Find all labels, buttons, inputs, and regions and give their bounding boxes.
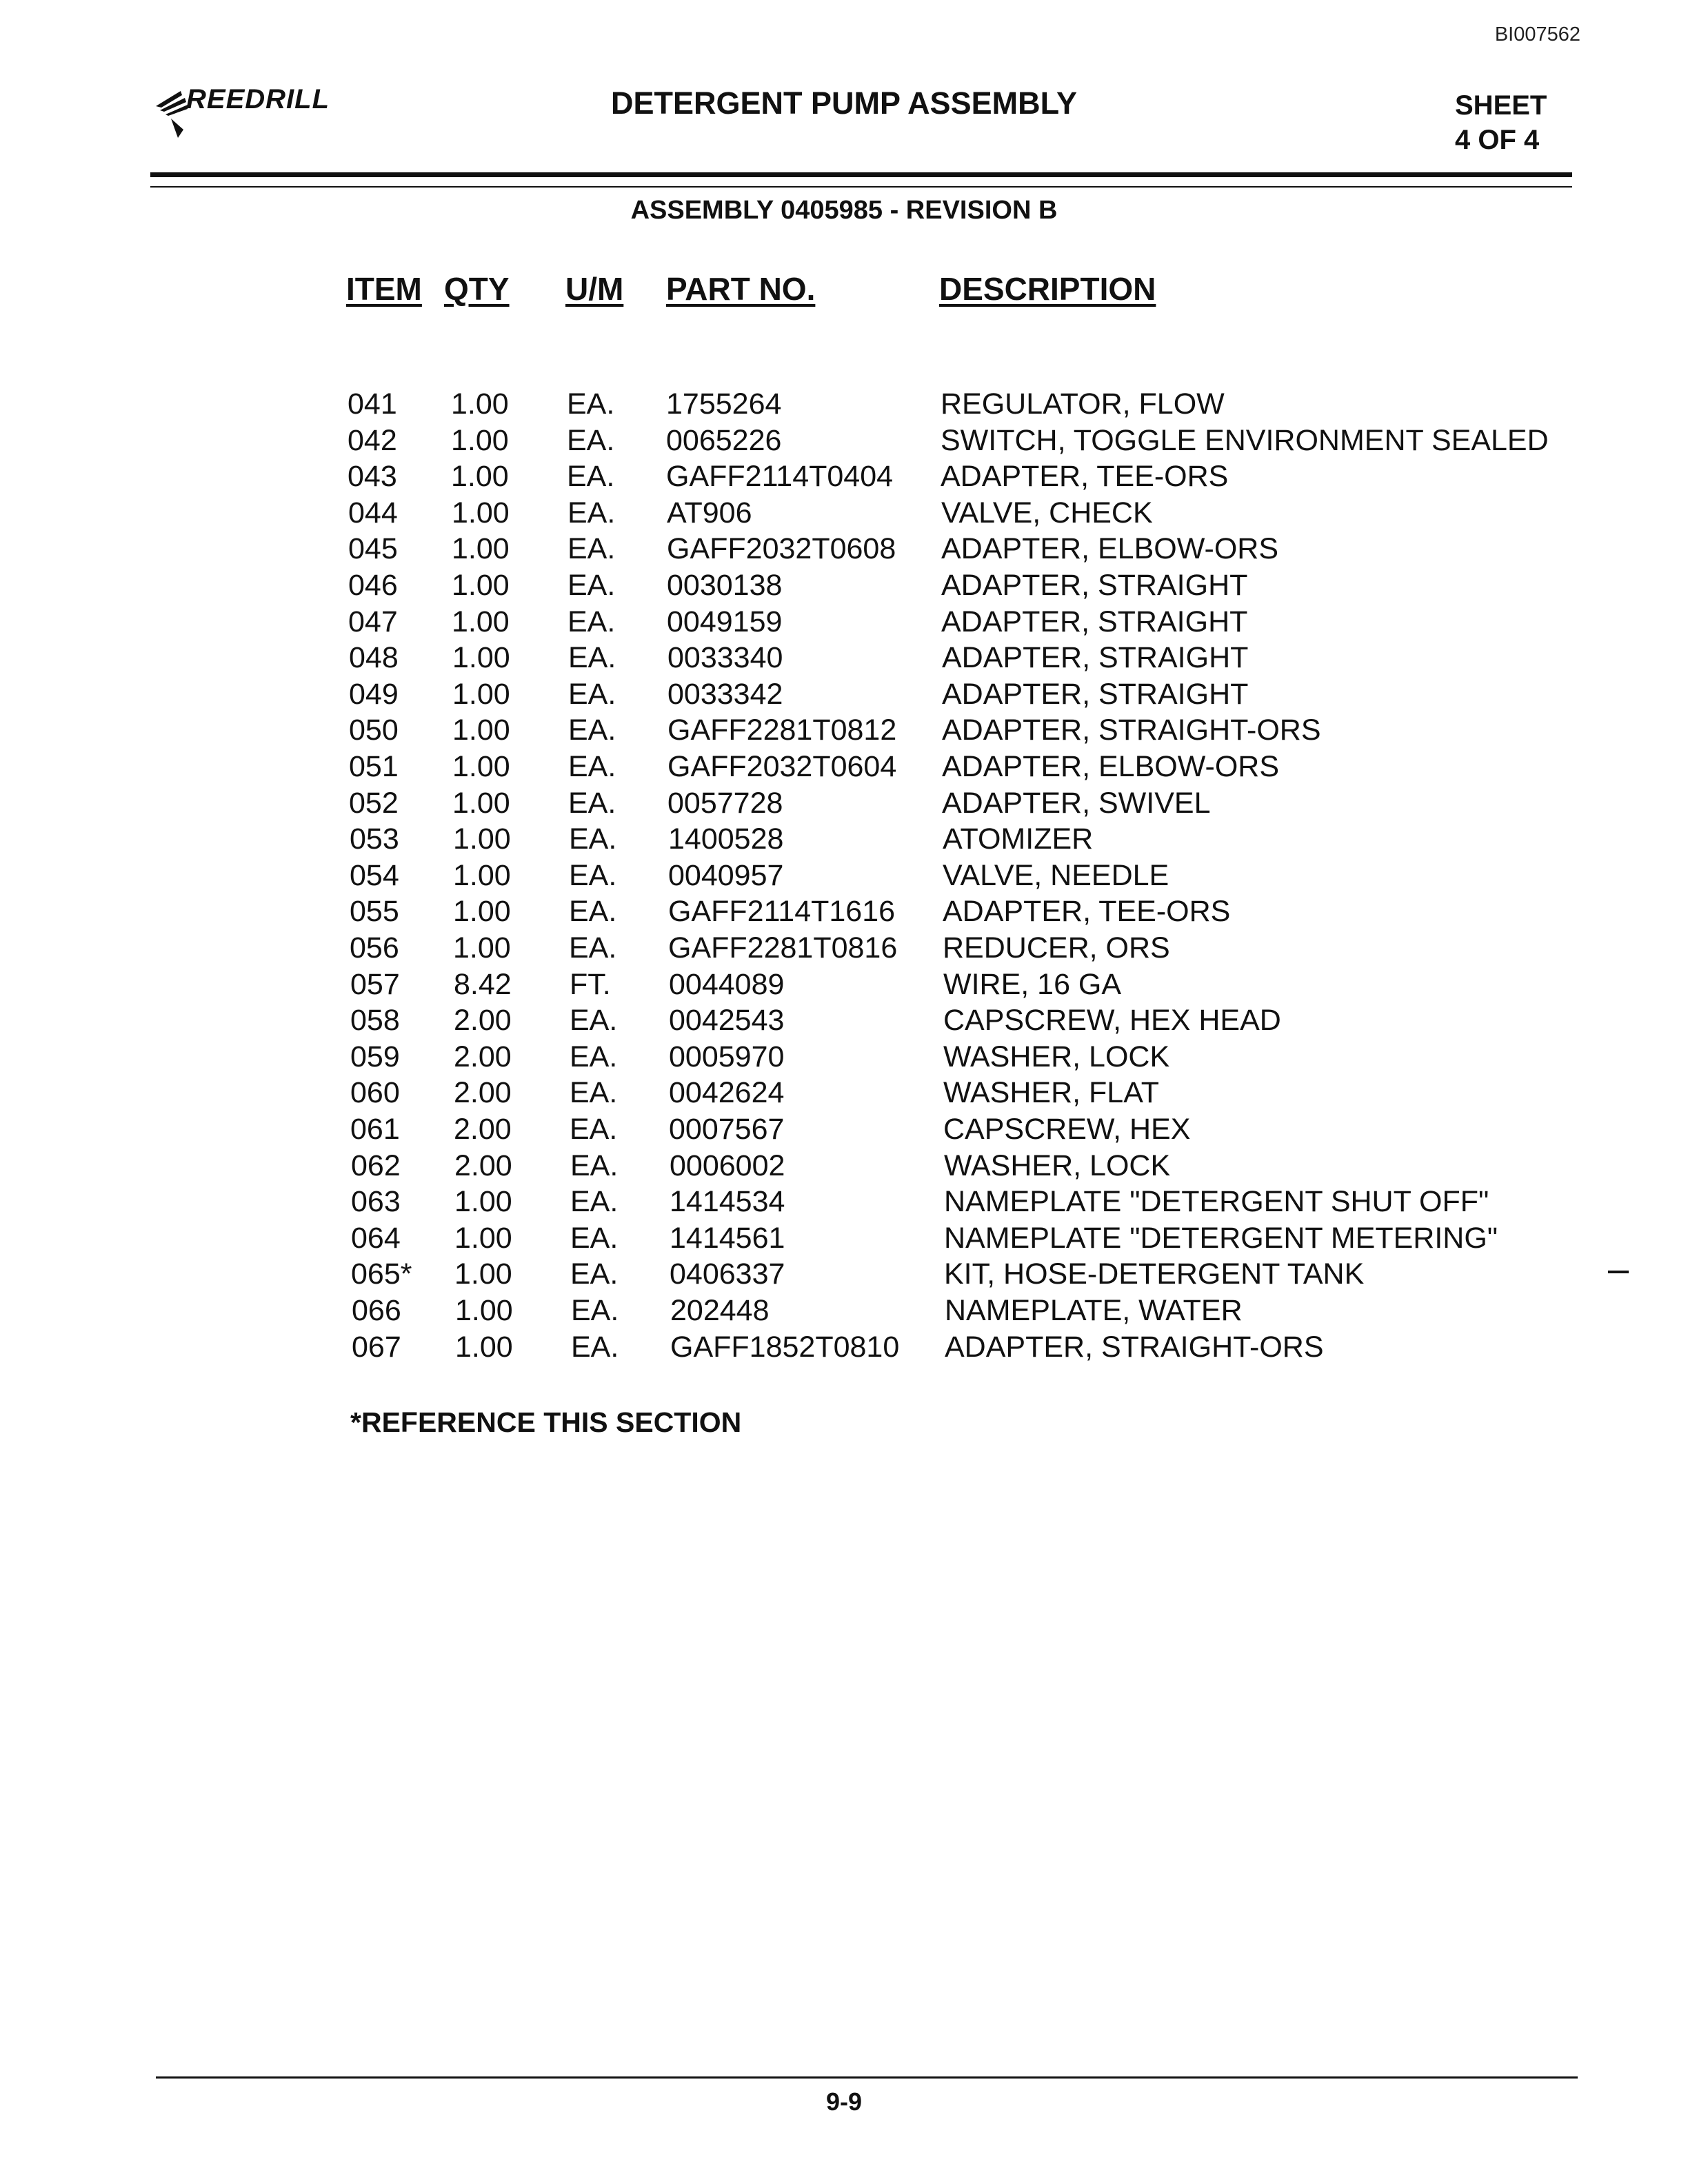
cell-part-no: GAFF2281T0812 xyxy=(667,714,897,747)
cell-qty: 1.00 xyxy=(453,895,511,928)
cell-item: 056 xyxy=(350,931,399,964)
cell-description: VALVE, CHECK xyxy=(941,496,1153,529)
cell-description: ADAPTER, STRAIGHT xyxy=(941,605,1248,638)
cell-part-no: GAFF2032T0604 xyxy=(667,750,897,783)
sheet-number: 4 OF 4 xyxy=(1455,125,1540,155)
cell-part-no: 0044089 xyxy=(669,968,785,1001)
cell-um: EA. xyxy=(568,714,616,747)
page-title: DETERGENT PUMP ASSEMBLY xyxy=(611,85,1077,121)
cell-description: ADAPTER, STRAIGHT xyxy=(942,641,1249,674)
cell-part-no: 0065226 xyxy=(666,424,782,457)
cell-um: EA. xyxy=(567,424,615,457)
cell-description: ADAPTER, STRAIGHT xyxy=(941,569,1248,602)
column-header-qty: QTY xyxy=(444,271,510,307)
cell-description: WIRE, 16 GA xyxy=(943,968,1122,1001)
cell-um: EA. xyxy=(571,1331,619,1364)
cell-item: 050 xyxy=(349,714,399,747)
cell-qty: 2.00 xyxy=(454,1040,512,1073)
header-rule-thick xyxy=(150,172,1572,177)
cell-item: 052 xyxy=(349,787,399,820)
cell-qty: 1.00 xyxy=(452,787,510,820)
cell-item: 047 xyxy=(348,605,398,638)
reference-note: *REFERENCE THIS SECTION xyxy=(350,1406,742,1438)
cell-qty: 2.00 xyxy=(454,1113,512,1146)
column-header-item: ITEM xyxy=(346,271,422,307)
cell-description: WASHER, FLAT xyxy=(943,1076,1159,1109)
cell-part-no: 0007567 xyxy=(669,1113,785,1146)
cell-um: EA. xyxy=(571,1294,619,1327)
page-number: 9-9 xyxy=(825,2087,863,2116)
cell-part-no: 1414561 xyxy=(670,1222,785,1255)
cell-part-no: 0406337 xyxy=(670,1257,785,1291)
cell-qty: 1.00 xyxy=(451,387,509,421)
cell-qty: 1.00 xyxy=(453,822,511,856)
cell-qty: 1.00 xyxy=(451,460,509,493)
cell-part-no: GAFF2032T0608 xyxy=(667,532,896,565)
cell-qty: 1.00 xyxy=(453,859,511,892)
cell-description: SWITCH, TOGGLE ENVIRONMENT SEALED xyxy=(941,424,1549,457)
document-id: BI007562 xyxy=(1494,23,1580,46)
cell-item: 064 xyxy=(351,1222,401,1255)
cell-um: EA. xyxy=(568,678,616,711)
cell-part-no: 0030138 xyxy=(667,569,783,602)
cell-part-no: 1755264 xyxy=(666,387,782,421)
cell-item: 041 xyxy=(348,387,397,421)
cell-um: EA. xyxy=(567,387,615,421)
cell-item: 063 xyxy=(351,1185,401,1218)
cell-description: NAMEPLATE "DETERGENT METERING" xyxy=(944,1222,1498,1255)
assembly-revision: ASSEMBLY 0405985 - REVISION B xyxy=(630,196,1058,225)
cell-description: ATOMIZER xyxy=(943,822,1094,856)
cell-qty: 8.42 xyxy=(454,968,512,1001)
cell-part-no: 202448 xyxy=(670,1294,770,1327)
cell-description: CAPSCREW, HEX HEAD xyxy=(943,1004,1281,1037)
cell-um: EA. xyxy=(567,605,616,638)
cell-part-no: 1414534 xyxy=(670,1185,785,1218)
cell-part-no: 0042543 xyxy=(669,1004,785,1037)
cell-item: 046 xyxy=(348,569,398,602)
cell-description: ADAPTER, STRAIGHT-ORS xyxy=(942,714,1321,747)
sheet-label: SHEET xyxy=(1455,90,1547,121)
cell-item: 042 xyxy=(348,424,397,457)
cell-qty: 2.00 xyxy=(454,1004,512,1037)
column-header-um: U/M xyxy=(565,271,624,307)
cell-qty: 1.00 xyxy=(452,641,510,674)
cell-qty: 1.00 xyxy=(452,714,510,747)
cell-um: EA. xyxy=(568,750,616,783)
cell-item: 051 xyxy=(349,750,399,783)
cell-item: 060 xyxy=(350,1076,400,1109)
cell-um: EA. xyxy=(570,1076,618,1109)
brand-name: REEDRILL xyxy=(186,84,330,114)
cell-um: EA. xyxy=(567,532,616,565)
cell-qty: 1.00 xyxy=(455,1294,513,1327)
cell-item: 062 xyxy=(351,1149,401,1182)
cell-um: EA. xyxy=(570,1040,618,1073)
cell-qty: 1.00 xyxy=(452,678,510,711)
cell-um: EA. xyxy=(570,1149,619,1182)
cell-um: EA. xyxy=(567,496,616,529)
cell-item: 059 xyxy=(350,1040,400,1073)
sheet-indicator xyxy=(1455,88,1547,157)
cell-part-no: AT906 xyxy=(667,496,752,529)
cell-part-no: GAFF1852T0810 xyxy=(670,1331,900,1364)
footer-rule xyxy=(156,2076,1578,2079)
cell-item: 043 xyxy=(348,460,397,493)
cell-qty: 1.00 xyxy=(452,496,510,529)
cell-part-no: 0057728 xyxy=(667,787,783,820)
cell-item: 058 xyxy=(350,1004,400,1037)
cell-description: CAPSCREW, HEX xyxy=(943,1113,1191,1146)
cell-description: ADAPTER, ELBOW-ORS xyxy=(941,532,1279,565)
cell-um: EA. xyxy=(570,1113,618,1146)
cell-part-no: 0040957 xyxy=(668,859,784,892)
cell-um: EA. xyxy=(569,895,617,928)
cell-description: ADAPTER, STRAIGHT-ORS xyxy=(945,1331,1324,1364)
column-header-part-no: PART NO. xyxy=(666,271,816,307)
header-rule-thin xyxy=(150,186,1572,188)
cell-description: ADAPTER, SWIVEL xyxy=(942,787,1211,820)
cell-part-no: 0005970 xyxy=(669,1040,785,1073)
cell-um: EA. xyxy=(569,822,617,856)
cell-item: 067 xyxy=(352,1331,401,1364)
cell-part-no: 1400528 xyxy=(668,822,784,856)
cell-um: EA. xyxy=(570,1004,618,1037)
cell-description: NAMEPLATE, WATER xyxy=(945,1294,1243,1327)
cell-qty: 1.00 xyxy=(454,1257,512,1291)
cell-part-no: 0042624 xyxy=(669,1076,785,1109)
cell-qty: 1.00 xyxy=(452,605,510,638)
cell-item: 048 xyxy=(349,641,399,674)
cell-qty: 1.00 xyxy=(454,1185,512,1218)
cell-item: 061 xyxy=(350,1113,400,1146)
cell-item: 065* xyxy=(351,1257,412,1291)
cell-item: 044 xyxy=(348,496,398,529)
cell-item: 057 xyxy=(350,968,400,1001)
cell-description: NAMEPLATE "DETERGENT SHUT OFF" xyxy=(944,1185,1489,1218)
cell-item: 045 xyxy=(348,532,398,565)
cell-part-no: 0049159 xyxy=(667,605,783,638)
cell-item: 049 xyxy=(349,678,399,711)
cell-description: ADAPTER, STRAIGHT xyxy=(942,678,1249,711)
cell-qty: 2.00 xyxy=(454,1076,512,1109)
cell-part-no: GAFF2114T0404 xyxy=(666,460,894,493)
cell-um: EA. xyxy=(570,1257,619,1291)
cell-um: EA. xyxy=(567,460,615,493)
cell-part-no: 0033340 xyxy=(667,641,783,674)
cell-um: EA. xyxy=(570,1185,619,1218)
cell-qty: 1.00 xyxy=(453,931,511,964)
cell-description: ADAPTER, TEE-ORS xyxy=(943,895,1231,928)
cell-description: WASHER, LOCK xyxy=(944,1149,1171,1182)
cell-description: ADAPTER, TEE-ORS xyxy=(941,460,1229,493)
cell-part-no: GAFF2281T0816 xyxy=(668,931,898,964)
cell-part-no: 0006002 xyxy=(670,1149,785,1182)
cell-qty: 1.00 xyxy=(452,569,510,602)
cell-item: 054 xyxy=(350,859,399,892)
column-header-description: DESCRIPTION xyxy=(939,271,1156,307)
cell-description: ADAPTER, ELBOW-ORS xyxy=(942,750,1280,783)
cell-description: REGULATOR, FLOW xyxy=(941,387,1225,421)
cell-um: EA. xyxy=(569,859,617,892)
cell-qty: 2.00 xyxy=(454,1149,512,1182)
cell-um: EA. xyxy=(568,787,616,820)
cell-description: REDUCER, ORS xyxy=(943,931,1170,964)
cell-um: EA. xyxy=(567,569,616,602)
cell-part-no: 0033342 xyxy=(667,678,783,711)
cell-um: EA. xyxy=(569,931,617,964)
revision-margin-mark xyxy=(1608,1271,1629,1273)
cell-item: 053 xyxy=(350,822,399,856)
cell-qty: 1.00 xyxy=(452,532,510,565)
cell-item: 055 xyxy=(350,895,399,928)
cell-um: FT. xyxy=(570,968,611,1001)
cell-description: WASHER, LOCK xyxy=(943,1040,1170,1073)
cell-part-no: GAFF2114T1616 xyxy=(668,895,896,928)
cell-um: EA. xyxy=(570,1222,619,1255)
cell-description: VALVE, NEEDLE xyxy=(943,859,1169,892)
cell-qty: 1.00 xyxy=(454,1222,512,1255)
cell-qty: 1.00 xyxy=(452,750,510,783)
cell-description: KIT, HOSE-DETERGENT TANK xyxy=(944,1257,1365,1291)
cell-qty: 1.00 xyxy=(455,1331,513,1364)
cell-item: 066 xyxy=(352,1294,401,1327)
cell-qty: 1.00 xyxy=(451,424,509,457)
cell-um: EA. xyxy=(568,641,616,674)
